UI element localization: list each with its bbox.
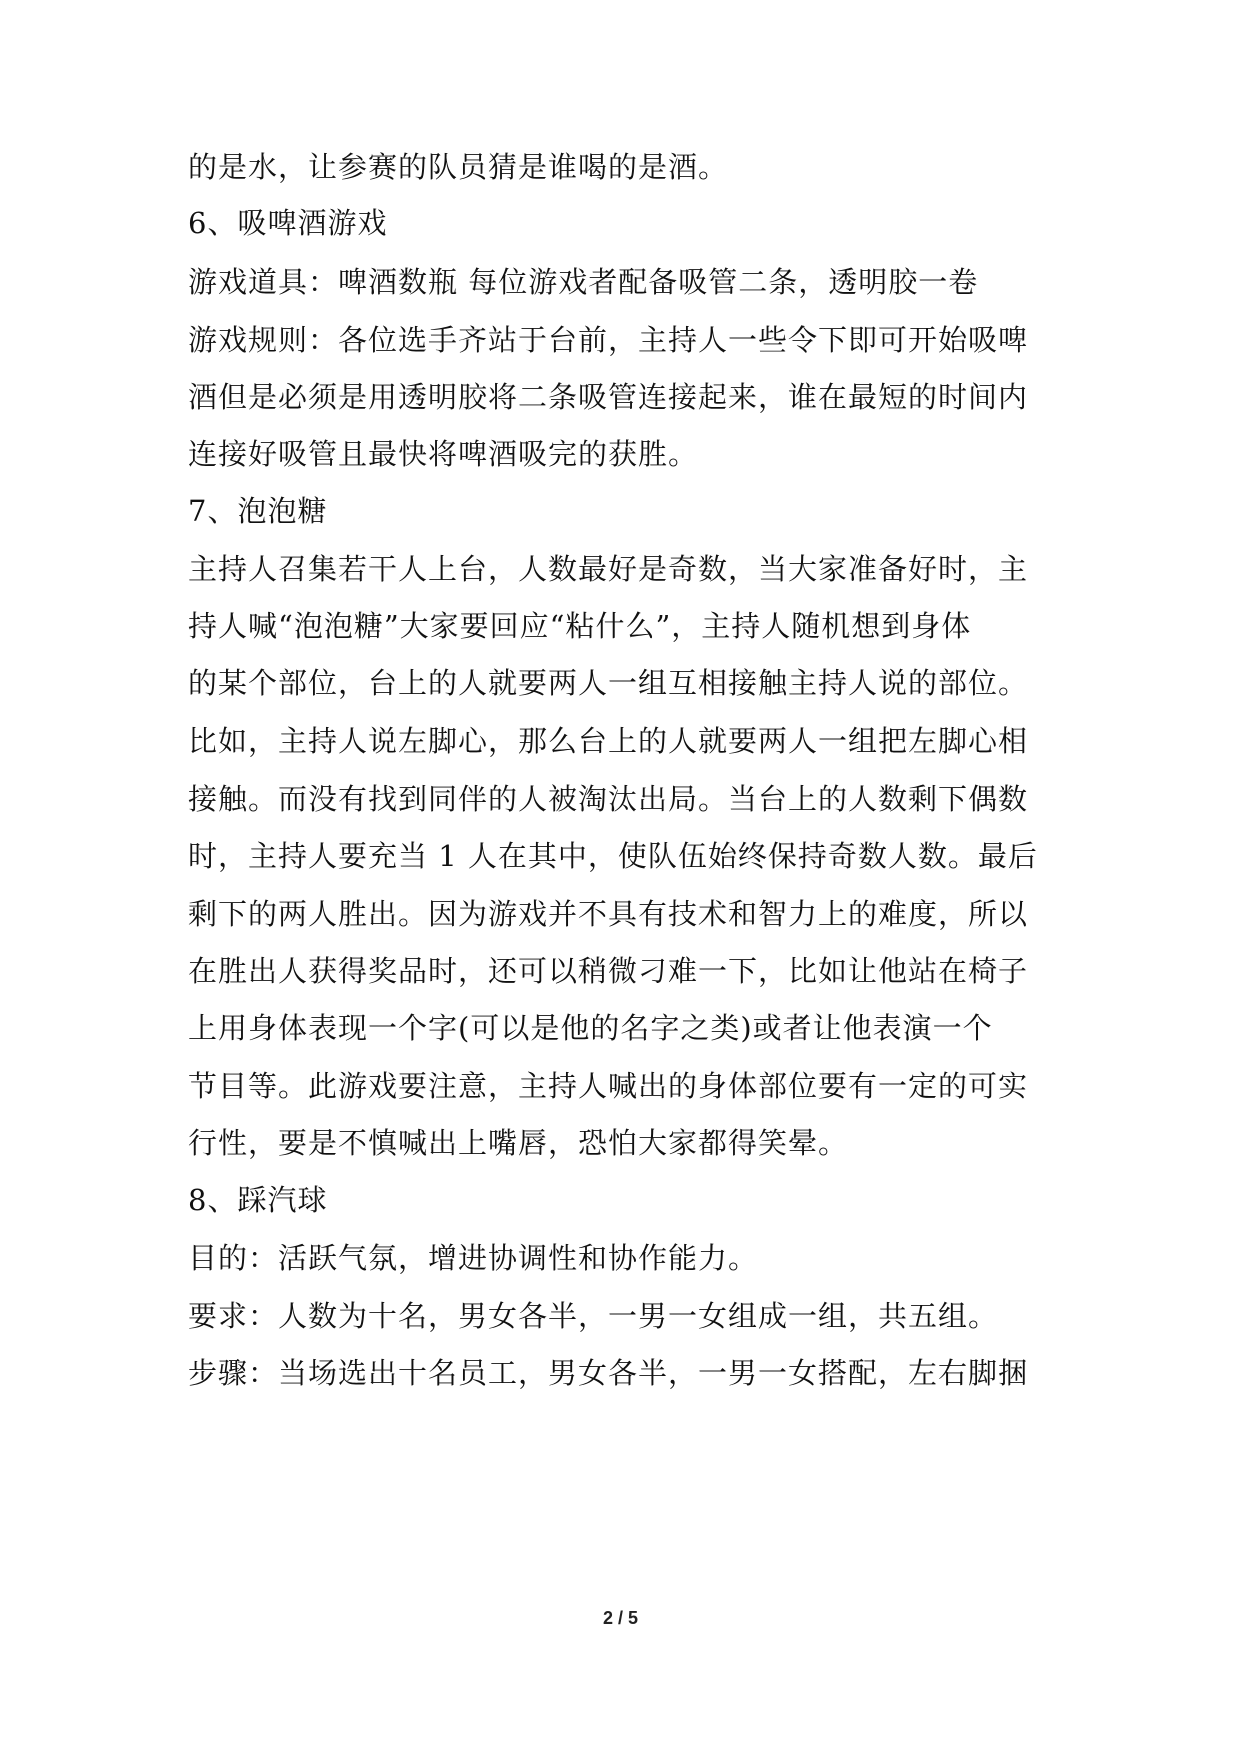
text-line: 游戏道具：啤酒数瓶 每位游戏者配备吸管二条，透明胶一卷 — [188, 265, 979, 299]
section-heading-beer-game: 6、吸啤酒游戏 — [188, 206, 388, 240]
text-line: 行性，要是不慎喊出上嘴唇，恐怕大家都得笑晕。 — [188, 1126, 849, 1160]
text-line: 持人喊“泡泡糖”大家要回应“粘什么”，主持人随机想到身体 — [188, 609, 972, 643]
text-line: 连接好吸管且最快将啤酒吸完的获胜。 — [188, 437, 699, 471]
section-heading-balloon-stomp: 8、踩汽球 — [188, 1183, 328, 1217]
text-line: 时，主持人要充当 1 人在其中，使队伍始终保持奇数人数。最后 — [188, 839, 1038, 873]
page-number: 2 / 5 — [602, 1608, 639, 1628]
text-line: 步骤：当场选出十名员工，男女各半，一男一女搭配，左右脚捆 — [188, 1356, 1029, 1390]
section-heading-bubble-gum: 7、泡泡糖 — [188, 494, 328, 528]
text-line: 比如，主持人说左脚心，那么台上的人就要两人一组把左脚心相 — [188, 724, 1029, 758]
text-line: 目的：活跃气氛，增进协调性和协作能力。 — [188, 1241, 759, 1275]
text-line: 酒但是必须是用透明胶将二条吸管连接起来，谁在最短的时间内 — [188, 380, 1029, 414]
text-line: 主持人召集若干人上台，人数最好是奇数，当大家准备好时，主 — [188, 552, 1029, 586]
text-line: 剩下的两人胜出。因为游戏并不具有技术和智力上的难度，所以 — [188, 897, 1029, 931]
text-line: 的某个部位，台上的人就要两人一组互相接触主持人说的部位。 — [188, 666, 1029, 700]
text-line: 要求：人数为十名，男女各半，一男一女组成一组，共五组。 — [188, 1299, 999, 1333]
text-line: 节目等。此游戏要注意，主持人喊出的身体部位要有一定的可实 — [188, 1069, 1029, 1103]
text-line: 接触。而没有找到同伴的人被淘汰出局。当台上的人数剩下偶数 — [188, 782, 1029, 816]
text-line: 游戏规则：各位选手齐站于台前，主持人一些令下即可开始吸啤 — [188, 323, 1029, 357]
text-line: 上用身体表现一个字(可以是他的名字之类)或者让他表演一个 — [188, 1011, 993, 1045]
text-line: 在胜出人获得奖品时，还可以稍微刁难一下，比如让他站在椅子 — [188, 954, 1029, 988]
text-line: 的是水，让参赛的队员猜是谁喝的是酒。 — [188, 150, 729, 184]
